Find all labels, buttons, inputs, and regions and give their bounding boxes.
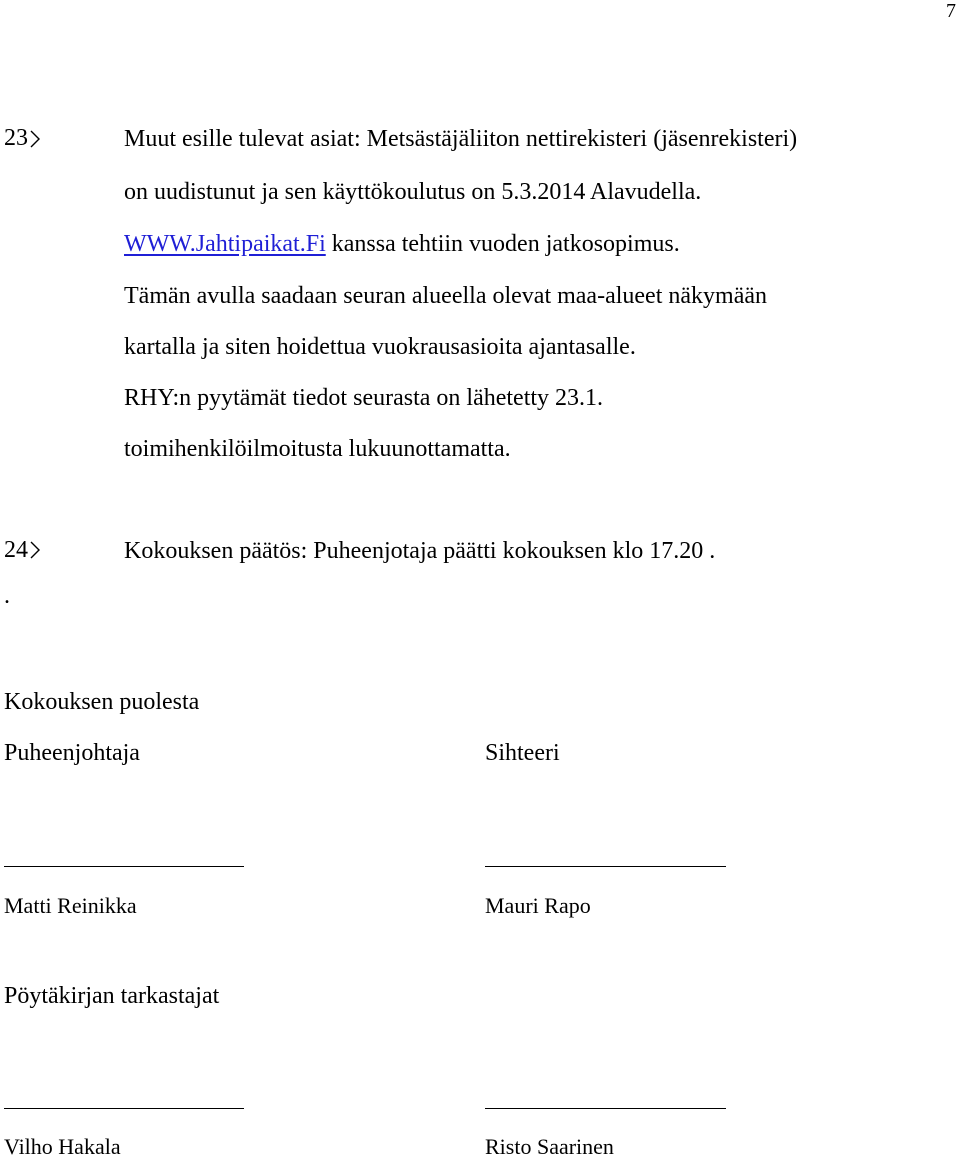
item-23-line-3 [124, 232, 680, 256]
reviewer2-signature-line [485, 1108, 726, 1109]
item-23-line-1: Muut esille tulevat asiat: Metsästäjäliiton nettirekisteri (jäsenrekisteri) [124, 126, 798, 152]
page-number: 7 [946, 0, 956, 22]
secretary-title: Sihteeri [485, 740, 560, 766]
reviewer1-signature-line [4, 1108, 244, 1109]
item-23-line-6: RHY:n pyytämät tiedot seurasta on lähetetty 23.1. [124, 385, 604, 411]
secretary-signature-line [485, 866, 726, 867]
tab-arrow-icon [30, 130, 40, 148]
item-23-line-4: Tämän avulla saadaan seuran alueella olevat maa-alueet näkymään [124, 283, 767, 309]
chair-title: Puheenjohtaja [4, 740, 140, 766]
link-suffix: kanssa tehtiin vuoden jatkosopimus. [325, 231, 680, 257]
item-24-text: Kokouksen päätös: Puheenjotaja päätti kokouksen klo 17.20 . [124, 538, 716, 564]
reviewer2-name: Risto Saarinen [485, 1134, 614, 1159]
secretary-name: Mauri Rapo [485, 893, 591, 918]
on-behalf-label: Kokouksen puolesta [4, 689, 200, 715]
item-23-line-2: on uudistunut ja sen käyttökoulutus on 5.3.2014 Alavudella. [124, 179, 702, 205]
item-23-line-7: toimihenkilöilmoitusta lukuunottamatta. [124, 436, 511, 462]
reviewers-title: Pöytäkirjan tarkastajat [4, 983, 220, 1009]
item-number-24: 24 [4, 537, 28, 563]
reviewer1-name: Vilho Hakala [4, 1134, 121, 1159]
item-23-line-5: kartalla ja siten hoidettua vuokrausasioita ajantasalle. [124, 334, 636, 360]
jahtipaikat-link[interactable]: WWW.Jahtipaikat.Fi [124, 231, 326, 257]
tab-arrow-icon [30, 541, 40, 559]
chair-signature-line [4, 866, 244, 867]
chair-name: Matti Reinikka [4, 893, 137, 918]
item-number-23: 23 [4, 125, 28, 151]
item-24-trailing-dot: . [4, 583, 10, 609]
